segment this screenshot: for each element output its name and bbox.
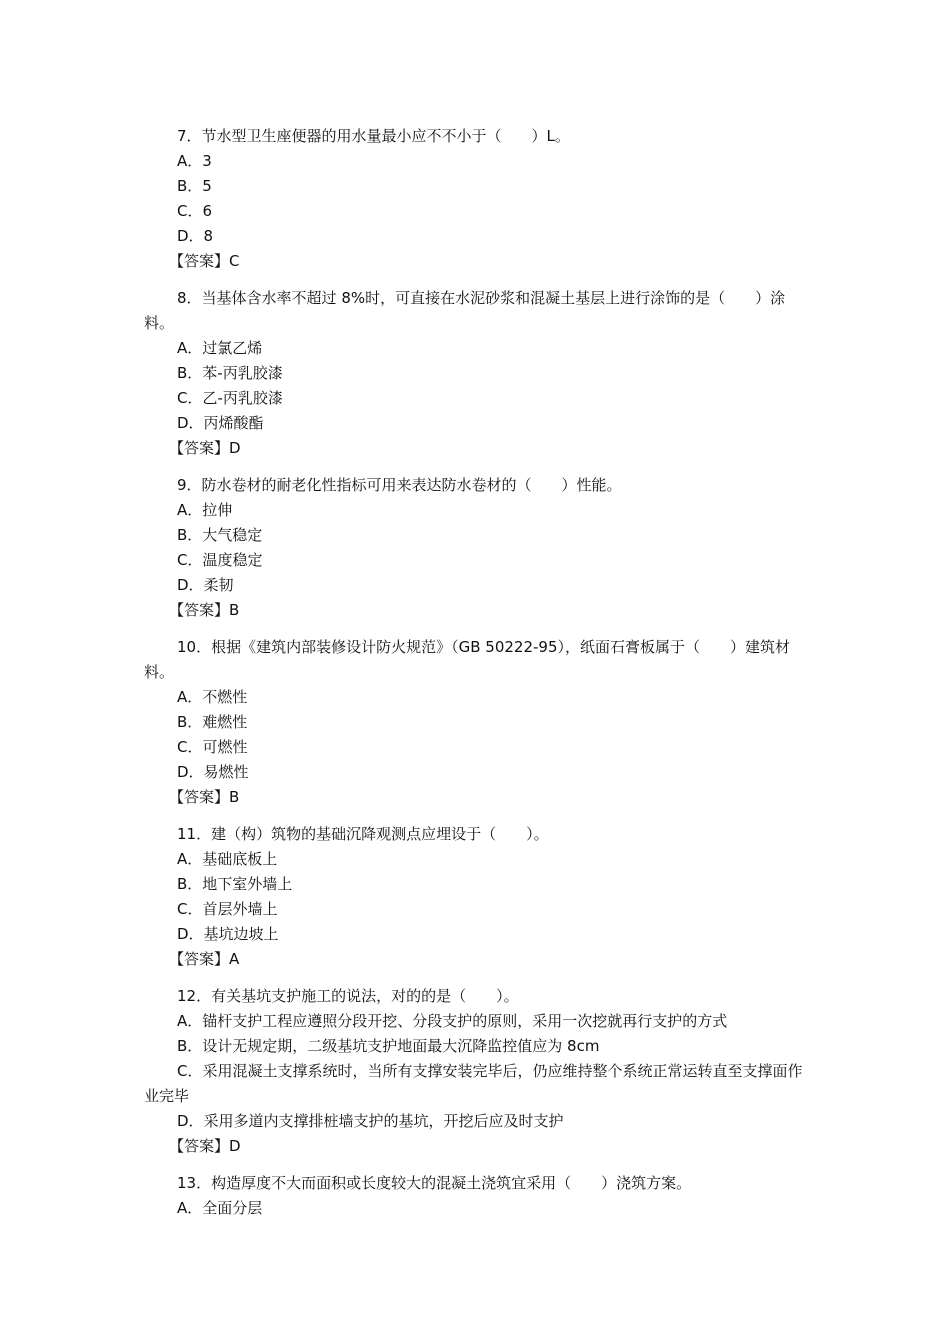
question-stem: 10．根据《建筑内部装修设计防火规范》（GB 50222-95），纸面石膏板属于（ ）建筑材料。 (144, 638, 790, 681)
option-c: C．6 (177, 202, 213, 220)
question-stem: 11．建（构）筑物的基础沉降观测点应埋设于（ ）。 (177, 825, 549, 843)
answer-line: 【答案】D (169, 439, 241, 457)
option-c: C．可燃性 (177, 738, 248, 756)
option-d: D．8 (177, 227, 214, 245)
option-d: D．采用多道内支撑排桩墙支护的基坑，开挖后应及时支护 (177, 1112, 564, 1130)
question-stem: 9．防水卷材的耐老化性指标可用来表达防水卷材的（ ）性能。 (177, 476, 622, 494)
answer-line: 【答案】D (169, 1137, 241, 1155)
option-a: A．锚杆支护工程应遵照分段开挖、分段支护的原则，采用一次挖就再行支护的方式 (177, 1012, 728, 1030)
option-b: B．大气稳定 (177, 526, 263, 544)
option-c: C．温度稳定 (177, 551, 263, 569)
question-stem: 8．当基体含水率不超过 8%时，可直接在水泥砂浆和混凝土基层上进行涂饰的是（ ）涂料。 (144, 289, 786, 332)
document-page (144, 124, 804, 1221)
question-9 (144, 473, 804, 623)
option-c: C．采用混凝土支撑系统时，当所有支撑安装完毕后，仍应维持整个系统正常运转直至支撑面作业完毕 (144, 1062, 803, 1105)
option-a: A．3 (177, 152, 212, 170)
answer-line: 【答案】B (169, 788, 240, 806)
option-b: B．难燃性 (177, 713, 248, 731)
option-b: B．苯-丙乳胶漆 (177, 364, 283, 382)
question-stem: 7．节水型卫生座便器的用水量最小应不不小于（ ）L。 (177, 127, 570, 145)
option-c: C．乙-丙乳胶漆 (177, 389, 283, 407)
option-a: A．基础底板上 (177, 850, 278, 868)
option-b: B．地下室外墙上 (177, 875, 293, 893)
option-c: C．首层外墙上 (177, 900, 278, 918)
option-d: D．基坑边坡上 (177, 925, 279, 943)
question-10 (144, 635, 804, 810)
question-stem: 12．有关基坑支护施工的说法，对的的是（ ）。 (177, 987, 519, 1005)
option-a: A．不燃性 (177, 688, 248, 706)
answer-line: 【答案】B (169, 601, 240, 619)
option-a: A．拉伸 (177, 501, 233, 519)
answer-line: 【答案】C (169, 252, 240, 270)
answer-line: 【答案】A (169, 950, 240, 968)
question-stem: 13．构造厚度不大而面积或长度较大的混凝土浇筑宜采用（ ）浇筑方案。 (177, 1174, 692, 1192)
question-12 (144, 984, 804, 1159)
option-b: B．设计无规定期，二级基坑支护地面最大沉降监控值应为 8cm (177, 1037, 600, 1055)
option-a: A．过氯乙烯 (177, 339, 263, 357)
option-d: D．柔韧 (177, 576, 234, 594)
question-11 (144, 822, 804, 972)
question-8 (144, 286, 804, 461)
option-a: A．全面分层 (177, 1199, 263, 1217)
question-7 (144, 124, 804, 274)
question-13 (144, 1171, 804, 1221)
option-d: D．易燃性 (177, 763, 249, 781)
option-b: B．5 (177, 177, 212, 195)
option-d: D．丙烯酸酯 (177, 414, 264, 432)
